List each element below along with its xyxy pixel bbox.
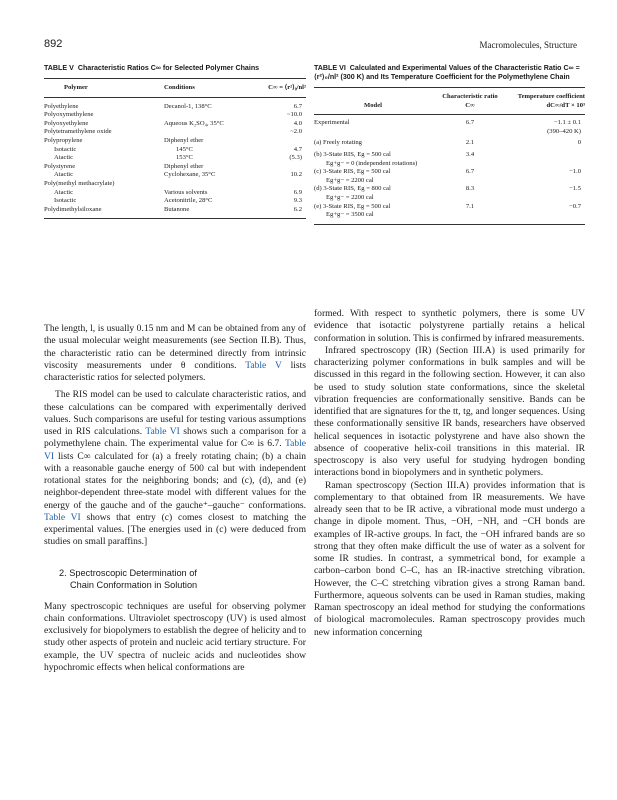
cell-ratio [439, 211, 501, 220]
cell-ratio [439, 194, 501, 203]
table-row [44, 120, 306, 129]
cell-ratio [253, 180, 306, 189]
cell-ratio: 8.3 [465, 185, 475, 193]
cell-conditions: Aqueous K₂SO₄, 35°C [164, 119, 224, 127]
cell-coefficient [501, 194, 585, 203]
cell-model: Eg+g− = 0 (independent rotations) [326, 159, 418, 167]
table-row [44, 146, 306, 155]
cell-ratio: 3.4 [465, 150, 475, 158]
page-number: 892 [44, 38, 63, 50]
table-row [314, 211, 585, 220]
t5-col-conditions: Conditions [164, 84, 195, 91]
table-row [44, 137, 306, 146]
table-row [314, 151, 585, 160]
cell-conditions: Acetonitrile, 28°C [164, 197, 213, 205]
cell-coefficient [501, 177, 585, 186]
cell-ratio: 10.2 [290, 171, 302, 179]
paragraph: The RIS model can be used to calculate characteristic ratios, and these calculations can be compared with experimentally derived values. Such comparisons are useful for testing various assumptions used in RIS calculations. Table VI shows such a comparison for a polymethylene chain. The experimental value for C∞ is 6.7. Table VI lists C∞ calculated for (a) a freely rotating chain; (b) a chain with a reasonable gauche energy of 500 cal but with independent rotational states for the neighboring bonds; and (c), (d), and (e) neighbor-dependent three-state model with different values for the energy of the gauche and of the gauche⁺–gauche⁻ conformations. Table VI shows that entry (c) comes closest to matching the experimental values. [The energies used in (c) were deduced from studies on small paraffins.] [44, 389, 307, 548]
table-row [314, 168, 585, 177]
table-vi-link[interactable]: Table VI [44, 511, 81, 523]
cell-conditions: 153°C [176, 154, 193, 162]
table-row [314, 185, 585, 194]
cell-coefficient: −1.5 [569, 185, 581, 193]
cell-conditions [150, 128, 253, 137]
t6-col-coefficient: Temperature coefficient dC∞/dT × 10³ [517, 93, 585, 109]
cell-polymer: Polyoxyethylene [44, 119, 89, 127]
table-row [314, 139, 585, 148]
table-row [314, 194, 585, 203]
cell-model: (c) 3-State RIS, Eg = 500 cal [314, 168, 391, 176]
cell-ratio: 4.0 [293, 119, 302, 127]
cell-coefficient [501, 160, 585, 169]
cell-conditions: Decanol-1, 138°C [164, 102, 212, 110]
cell-ratio: 6.7 [465, 168, 475, 176]
table-row [44, 163, 306, 172]
cell-conditions: Diphenyl ether [164, 136, 204, 144]
cell-ratio: (5.3) [289, 154, 302, 162]
cell-polymer: Polyoxymethylene [44, 111, 94, 119]
cell-model: Eg+g− = 3500 cal [326, 211, 374, 219]
t6-col-ratio: Characteristic ratio C∞ [442, 93, 498, 109]
table-v [44, 64, 306, 219]
cell-conditions [150, 111, 253, 120]
cell-ratio [439, 160, 501, 169]
cell-coefficient: −1.0 [569, 168, 581, 176]
cell-conditions: Butanone [164, 205, 190, 213]
cell-ratio: 9.3 [293, 197, 302, 205]
cell-model: Eg+g− = 2200 cal [326, 176, 374, 184]
table-vi-link[interactable]: Table VI [145, 426, 180, 437]
cell-polymer: Atactic [54, 154, 74, 162]
paragraph: Raman spectroscopy (Section III.A) provides information that is complementary to that obtained from IR measurements. We have already seen that to be IR active, a vibrational mode must undergo a change in dipole moment. Thus, −OH, −NH, and −CH bonds are examples of IR-active groups. In fact, the −OH infrared bands are so strong that they often make difficult the use of water as a solvent for some IR studies. In contrast, a symmetrical bond, for example a carbon–carbon bond C–C, has an IR-inactive stretching vibration. However, the C–C stretching vibration gives a strong Raman band. Furthermore, aqueous solvents can be used in Raman studies, making Raman spectroscopy an ideal method for studying the conformations of biological macromolecules. Raman spectroscopy provides much new information concerning [314, 479, 585, 638]
table-row [44, 154, 306, 163]
cell-polymer: Isotactic [54, 197, 77, 205]
cell-polymer: Atactic [54, 171, 74, 179]
table-row [44, 197, 306, 206]
cell-coefficient [501, 211, 585, 220]
table-row [44, 189, 306, 198]
table-row [314, 177, 585, 186]
t5-col-polymer: Polymer [64, 84, 88, 91]
table-vi [314, 64, 585, 225]
cell-ratio: 6.9 [293, 188, 302, 196]
cell-conditions [150, 180, 253, 189]
table-row [314, 160, 585, 169]
cell-coefficient: −1.1 ± 0.1 (390–420 K) [547, 119, 581, 135]
cell-polymer: Polypropylene [44, 136, 83, 144]
table-row [44, 171, 306, 180]
cell-polymer: Poly(methyl methacrylate) [44, 179, 115, 187]
paragraph: The length, l, is usually 0.15 nm and M can be obtained from any of the usual molecular weight measurements (see Section II.B). Thus, the characteristic ratio can be determined directly from intrinsic viscosity measurements under θ conditions. Table V lists characteristic ratios for selected polymers. [44, 323, 306, 383]
left-column-text [44, 323, 306, 674]
cell-ratio [439, 177, 501, 186]
cell-model: Eg+g− = 2200 cal [326, 193, 374, 201]
cell-ratio: 7.1 [465, 202, 475, 210]
cell-conditions: 145°C [176, 145, 193, 153]
table-v-caption: TABLE V Characteristic Ratios C∞ for Selected Polymer Chains [44, 64, 260, 72]
cell-model: (a) Freely rotating [314, 139, 362, 147]
cell-polymer: Polyethylene [44, 102, 79, 110]
paragraph: Infrared spectroscopy (IR) (Section III.A) is used primarily for characterizing polymer conformations in bulk samples and will be discussed in this regard in the following section. However, it can also be used to study solution state conformations, since the skeletal vibration frequencies are conformationally sensitive. Bands can be identified that are signatures for the tt, tg, and longer sequences. Using these conformationally sensitive IR bands, researchers have observed helical sequences in isotactic polystyrene and have also shown the absence of cooperative helix-coil transitions in this material. IR spectroscopy is also very useful for studying hydrogen bonding interactions bond in biopolymers and in synthetic polymers. [314, 344, 585, 479]
cell-model: (b) 3-State RIS, Eg = 500 cal [314, 150, 391, 158]
table-row [44, 103, 306, 112]
cell-ratio: ~2.0 [290, 128, 302, 136]
table-v-link[interactable]: Table V [245, 359, 282, 371]
table-row [314, 119, 585, 136]
cell-conditions: Diphenyl ether [164, 162, 204, 170]
t5-col-ratio: C∞ = ⟨r²⟩₀/nl² [268, 84, 306, 91]
cell-polymer: Polystyrene [44, 162, 76, 170]
t6-col-model: Model [364, 101, 382, 109]
cell-ratio: 4.7 [293, 145, 302, 153]
cell-conditions: Various solvents [164, 188, 208, 196]
cell-ratio: 6.2 [293, 205, 302, 213]
cell-polymer: Polydimethylsiloxane [44, 205, 102, 213]
table-row [44, 180, 306, 189]
table-row [314, 203, 585, 212]
cell-coefficient: −0.7 [569, 202, 581, 210]
cell-ratio: ~10.0 [286, 111, 302, 119]
cell-model: (e) 3-State RIS, Eg = 500 cal [314, 202, 391, 210]
paragraph: formed. With respect to synthetic polymers, there is some UV evidence that isotactic polystyrene partially retains a helical conformation in solution. This is confirmed by infrared measurements. [314, 308, 585, 344]
cell-ratio [253, 137, 306, 146]
table-row [44, 128, 306, 137]
paragraph: Many spectroscopic techniques are useful for observing polymer chain conformations. Ultraviolet spectroscopy (UV) is used almost exclusively for biopolymers to establish the degree of helicity and to study other aspects of protein and nucleic acid tertiary structure. For example, the UV spectra of nucleic acids and nucleotides show hypochromic effects when helical conformations are [44, 600, 306, 673]
table-vi-caption: TABLE VI Calculated and Experimental Values of the Characteristic Ratio C∞ = ⟨r²⟩₀/nl² (300 K) and Its Temperature Coefficient for the Polymethylene Chain [314, 64, 580, 81]
cell-coefficient [501, 151, 585, 160]
cell-ratio: 6.7 [465, 119, 475, 127]
cell-ratio [253, 163, 306, 172]
cell-ratio: 6.7 [293, 102, 302, 110]
right-column-text [314, 308, 585, 639]
running-head: Macromolecules, Structure [479, 40, 577, 50]
cell-model: (d) 3-State RIS, Eg = 800 cal [314, 185, 391, 193]
cell-ratio: 2.1 [465, 139, 475, 147]
table-vi-link[interactable]: Table VI [44, 438, 307, 462]
section-heading: 2. Spectroscopic Determination of Chain Conformation in Solution [59, 567, 198, 590]
cell-model: Experimental [314, 119, 350, 127]
cell-conditions: Cyclohexane, 35°C [164, 171, 216, 179]
cell-polymer: Isotactic [54, 145, 77, 153]
cell-polymer: Atactic [54, 188, 74, 196]
table-row [44, 206, 306, 215]
cell-polymer: Polytetramethylene oxide [44, 128, 112, 136]
cell-coefficient: 0 [577, 139, 581, 147]
table-row [44, 111, 306, 120]
